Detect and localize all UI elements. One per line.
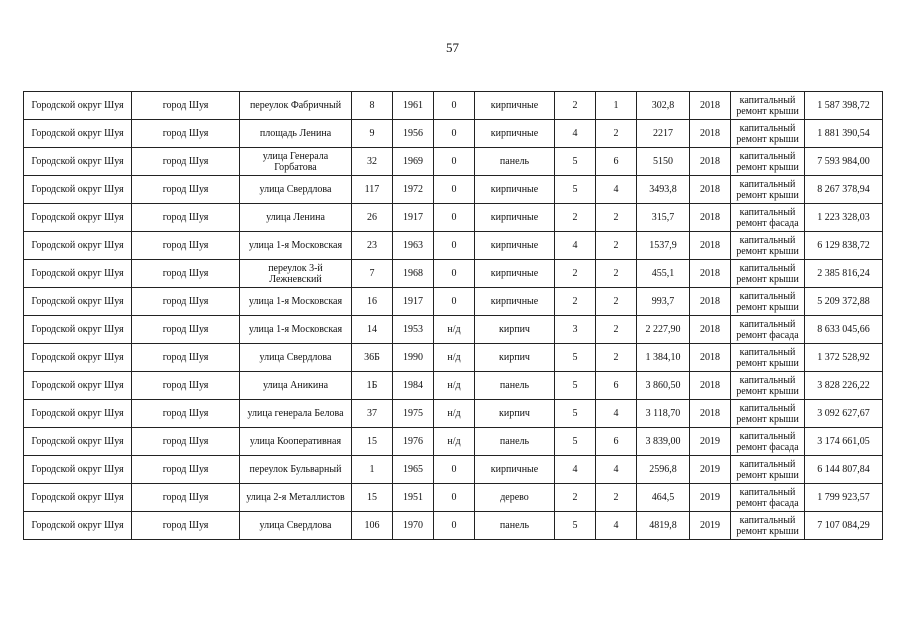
deterioration-cell: 0 <box>434 148 475 176</box>
city-cell: город Шуя <box>132 232 240 260</box>
table-row <box>24 120 883 148</box>
district-cell: Городской округ Шуя <box>24 400 132 428</box>
year-built-cell: 1970 <box>393 512 434 540</box>
house-number-cell: 23 <box>352 232 393 260</box>
year-built-cell: 1963 <box>393 232 434 260</box>
deterioration-cell: н/д <box>434 344 475 372</box>
house-number-cell: 16 <box>352 288 393 316</box>
floors-cell: 4 <box>555 456 596 484</box>
repair-year-cell: 2018 <box>690 344 731 372</box>
city-cell: город Шуя <box>132 316 240 344</box>
repair-year-cell: 2019 <box>690 456 731 484</box>
wall-material-cell: кирпич <box>475 400 555 428</box>
table-row <box>24 92 883 120</box>
street-cell: переулок Фабричный <box>240 92 352 120</box>
area-cell: 2596,8 <box>637 456 690 484</box>
repair-year-cell: 2019 <box>690 512 731 540</box>
area-cell: 993,7 <box>637 288 690 316</box>
entrances-cell: 6 <box>596 148 637 176</box>
entrances-cell: 2 <box>596 120 637 148</box>
wall-material-cell: кирпичные <box>475 204 555 232</box>
district-cell: Городской округ Шуя <box>24 372 132 400</box>
city-cell: город Шуя <box>132 260 240 288</box>
city-cell: город Шуя <box>132 484 240 512</box>
house-number-cell: 15 <box>352 428 393 456</box>
table-row <box>24 204 883 232</box>
area-cell: 3 118,70 <box>637 400 690 428</box>
area-cell: 315,7 <box>637 204 690 232</box>
floors-cell: 5 <box>555 344 596 372</box>
table-row <box>24 316 883 344</box>
deterioration-cell: 0 <box>434 484 475 512</box>
year-built-cell: 1951 <box>393 484 434 512</box>
year-built-cell: 1972 <box>393 176 434 204</box>
wall-material-cell: панель <box>475 428 555 456</box>
district-cell: Городской округ Шуя <box>24 148 132 176</box>
deterioration-cell: 0 <box>434 456 475 484</box>
wall-material-cell: кирпичные <box>475 456 555 484</box>
entrances-cell: 4 <box>596 400 637 428</box>
table-row <box>24 288 883 316</box>
floors-cell: 5 <box>555 372 596 400</box>
floors-cell: 5 <box>555 148 596 176</box>
entrances-cell: 2 <box>596 484 637 512</box>
deterioration-cell: 0 <box>434 260 475 288</box>
page-number: 57 <box>446 40 459 55</box>
entrances-cell: 2 <box>596 204 637 232</box>
city-cell: город Шуя <box>132 148 240 176</box>
city-cell: город Шуя <box>132 204 240 232</box>
area-cell: 302,8 <box>637 92 690 120</box>
deterioration-cell: н/д <box>434 428 475 456</box>
wall-material-cell: панель <box>475 512 555 540</box>
entrances-cell: 2 <box>596 260 637 288</box>
area-cell: 2217 <box>637 120 690 148</box>
year-built-cell: 1976 <box>393 428 434 456</box>
street-cell: улица Свердлова <box>240 344 352 372</box>
year-built-cell: 1917 <box>393 288 434 316</box>
street-cell: улица 1-я Московская <box>240 288 352 316</box>
table-row <box>24 176 883 204</box>
wall-material-cell: кирпичные <box>475 120 555 148</box>
floors-cell: 4 <box>555 232 596 260</box>
street-cell: переулок 3-й Лежневский <box>240 260 352 288</box>
year-built-cell: 1975 <box>393 400 434 428</box>
area-cell: 3493,8 <box>637 176 690 204</box>
repair-year-cell: 2018 <box>690 148 731 176</box>
work-type-cell: капитальный ремонт крыши <box>731 148 805 176</box>
floors-cell: 5 <box>555 176 596 204</box>
city-cell: город Шуя <box>132 456 240 484</box>
work-type-cell: капитальный ремонт крыши <box>731 260 805 288</box>
house-number-cell: 37 <box>352 400 393 428</box>
area-cell: 5150 <box>637 148 690 176</box>
area-cell: 2 227,90 <box>637 316 690 344</box>
cost-cell: 3 174 661,05 <box>805 428 883 456</box>
work-type-cell: капитальный ремонт крыши <box>731 344 805 372</box>
work-type-cell: капитальный ремонт крыши <box>731 456 805 484</box>
district-cell: Городской округ Шуя <box>24 120 132 148</box>
house-number-cell: 106 <box>352 512 393 540</box>
cost-cell: 6 144 807,84 <box>805 456 883 484</box>
floors-cell: 2 <box>555 204 596 232</box>
repair-register-table <box>23 91 883 540</box>
work-type-cell: капитальный ремонт крыши <box>731 92 805 120</box>
cost-cell: 5 209 372,88 <box>805 288 883 316</box>
table-row <box>24 260 883 288</box>
cost-cell: 3 828 226,22 <box>805 372 883 400</box>
house-number-cell: 26 <box>352 204 393 232</box>
entrances-cell: 2 <box>596 344 637 372</box>
street-cell: улица 2-я Металлистов <box>240 484 352 512</box>
deterioration-cell: н/д <box>434 316 475 344</box>
district-cell: Городской округ Шуя <box>24 344 132 372</box>
cost-cell: 2 385 816,24 <box>805 260 883 288</box>
wall-material-cell: дерево <box>475 484 555 512</box>
year-built-cell: 1956 <box>393 120 434 148</box>
entrances-cell: 6 <box>596 372 637 400</box>
year-built-cell: 1969 <box>393 148 434 176</box>
repair-year-cell: 2018 <box>690 316 731 344</box>
district-cell: Городской округ Шуя <box>24 204 132 232</box>
floors-cell: 2 <box>555 288 596 316</box>
repair-year-cell: 2018 <box>690 372 731 400</box>
work-type-cell: капитальный ремонт крыши <box>731 288 805 316</box>
table-row <box>24 512 883 540</box>
cost-cell: 7 107 084,29 <box>805 512 883 540</box>
entrances-cell: 6 <box>596 428 637 456</box>
city-cell: город Шуя <box>132 512 240 540</box>
table-row <box>24 400 883 428</box>
district-cell: Городской округ Шуя <box>24 484 132 512</box>
floors-cell: 4 <box>555 120 596 148</box>
cost-cell: 7 593 984,00 <box>805 148 883 176</box>
floors-cell: 3 <box>555 316 596 344</box>
work-type-cell: капитальный ремонт крыши <box>731 512 805 540</box>
city-cell: город Шуя <box>132 120 240 148</box>
floors-cell: 2 <box>555 92 596 120</box>
repair-year-cell: 2019 <box>690 484 731 512</box>
deterioration-cell: 0 <box>434 512 475 540</box>
street-cell: улица 1-я Московская <box>240 316 352 344</box>
wall-material-cell: кирпичные <box>475 232 555 260</box>
wall-material-cell: кирпичные <box>475 288 555 316</box>
entrances-cell: 2 <box>596 316 637 344</box>
deterioration-cell: 0 <box>434 92 475 120</box>
deterioration-cell: 0 <box>434 120 475 148</box>
work-type-cell: капитальный ремонт крыши <box>731 176 805 204</box>
floors-cell: 5 <box>555 400 596 428</box>
street-cell: улица Кооперативная <box>240 428 352 456</box>
repair-year-cell: 2018 <box>690 400 731 428</box>
street-cell: переулок Бульварный <box>240 456 352 484</box>
cost-cell: 1 223 328,03 <box>805 204 883 232</box>
street-cell: улица 1-я Московская <box>240 232 352 260</box>
floors-cell: 5 <box>555 428 596 456</box>
area-cell: 464,5 <box>637 484 690 512</box>
house-number-cell: 32 <box>352 148 393 176</box>
deterioration-cell: 0 <box>434 204 475 232</box>
table-row <box>24 148 883 176</box>
street-cell: улица Генерала Горбатова <box>240 148 352 176</box>
cost-cell: 1 587 398,72 <box>805 92 883 120</box>
wall-material-cell: панель <box>475 372 555 400</box>
district-cell: Городской округ Шуя <box>24 512 132 540</box>
street-cell: площадь Ленина <box>240 120 352 148</box>
year-built-cell: 1917 <box>393 204 434 232</box>
street-cell: улица генерала Белова <box>240 400 352 428</box>
year-built-cell: 1953 <box>393 316 434 344</box>
wall-material-cell: кирпич <box>475 316 555 344</box>
year-built-cell: 1968 <box>393 260 434 288</box>
repair-year-cell: 2018 <box>690 288 731 316</box>
city-cell: город Шуя <box>132 428 240 456</box>
work-type-cell: капитальный ремонт фасада <box>731 484 805 512</box>
street-cell: улица Ленина <box>240 204 352 232</box>
city-cell: город Шуя <box>132 372 240 400</box>
district-cell: Городской округ Шуя <box>24 176 132 204</box>
deterioration-cell: н/д <box>434 372 475 400</box>
house-number-cell: 15 <box>352 484 393 512</box>
entrances-cell: 2 <box>596 288 637 316</box>
entrances-cell: 2 <box>596 232 637 260</box>
table-row <box>24 456 883 484</box>
repair-year-cell: 2019 <box>690 428 731 456</box>
repair-year-cell: 2018 <box>690 232 731 260</box>
table-row <box>24 344 883 372</box>
repair-year-cell: 2018 <box>690 260 731 288</box>
street-cell: улица Аникина <box>240 372 352 400</box>
cost-cell: 8 267 378,94 <box>805 176 883 204</box>
table-row <box>24 372 883 400</box>
district-cell: Городской округ Шуя <box>24 260 132 288</box>
repair-year-cell: 2018 <box>690 92 731 120</box>
district-cell: Городской округ Шуя <box>24 428 132 456</box>
street-cell: улица Свердлова <box>240 176 352 204</box>
work-type-cell: капитальный ремонт крыши <box>731 372 805 400</box>
table-row <box>24 428 883 456</box>
district-cell: Городской округ Шуя <box>24 288 132 316</box>
district-cell: Городской округ Шуя <box>24 232 132 260</box>
cost-cell: 1 881 390,54 <box>805 120 883 148</box>
wall-material-cell: кирпичные <box>475 176 555 204</box>
area-cell: 1537,9 <box>637 232 690 260</box>
deterioration-cell: н/д <box>434 400 475 428</box>
floors-cell: 2 <box>555 484 596 512</box>
entrances-cell: 4 <box>596 512 637 540</box>
district-cell: Городской округ Шуя <box>24 316 132 344</box>
year-built-cell: 1984 <box>393 372 434 400</box>
deterioration-cell: 0 <box>434 176 475 204</box>
repair-year-cell: 2018 <box>690 176 731 204</box>
cost-cell: 3 092 627,67 <box>805 400 883 428</box>
work-type-cell: капитальный ремонт крыши <box>731 232 805 260</box>
house-number-cell: 36Б <box>352 344 393 372</box>
deterioration-cell: 0 <box>434 232 475 260</box>
work-type-cell: капитальный ремонт крыши <box>731 400 805 428</box>
area-cell: 3 839,00 <box>637 428 690 456</box>
street-cell: улица Свердлова <box>240 512 352 540</box>
table-body <box>24 92 883 540</box>
district-cell: Городской округ Шуя <box>24 92 132 120</box>
wall-material-cell: кирпичные <box>475 92 555 120</box>
year-built-cell: 1965 <box>393 456 434 484</box>
entrances-cell: 4 <box>596 456 637 484</box>
floors-cell: 5 <box>555 512 596 540</box>
house-number-cell: 7 <box>352 260 393 288</box>
table-row <box>24 484 883 512</box>
repair-year-cell: 2018 <box>690 120 731 148</box>
work-type-cell: капитальный ремонт фасада <box>731 316 805 344</box>
area-cell: 1 384,10 <box>637 344 690 372</box>
year-built-cell: 1990 <box>393 344 434 372</box>
floors-cell: 2 <box>555 260 596 288</box>
house-number-cell: 9 <box>352 120 393 148</box>
entrances-cell: 4 <box>596 176 637 204</box>
work-type-cell: капитальный ремонт фасада <box>731 428 805 456</box>
area-cell: 455,1 <box>637 260 690 288</box>
deterioration-cell: 0 <box>434 288 475 316</box>
area-cell: 3 860,50 <box>637 372 690 400</box>
table-row <box>24 232 883 260</box>
city-cell: город Шуя <box>132 400 240 428</box>
repair-year-cell: 2018 <box>690 204 731 232</box>
cost-cell: 1 799 923,57 <box>805 484 883 512</box>
work-type-cell: капитальный ремонт крыши <box>731 120 805 148</box>
area-cell: 4819,8 <box>637 512 690 540</box>
house-number-cell: 1Б <box>352 372 393 400</box>
city-cell: город Шуя <box>132 288 240 316</box>
district-cell: Городской округ Шуя <box>24 456 132 484</box>
city-cell: город Шуя <box>132 92 240 120</box>
house-number-cell: 1 <box>352 456 393 484</box>
house-number-cell: 117 <box>352 176 393 204</box>
cost-cell: 1 372 528,92 <box>805 344 883 372</box>
cost-cell: 8 633 045,66 <box>805 316 883 344</box>
city-cell: город Шуя <box>132 344 240 372</box>
house-number-cell: 14 <box>352 316 393 344</box>
city-cell: город Шуя <box>132 176 240 204</box>
entrances-cell: 1 <box>596 92 637 120</box>
wall-material-cell: кирпич <box>475 344 555 372</box>
wall-material-cell: панель <box>475 148 555 176</box>
cost-cell: 6 129 838,72 <box>805 232 883 260</box>
wall-material-cell: кирпичные <box>475 260 555 288</box>
year-built-cell: 1961 <box>393 92 434 120</box>
work-type-cell: капитальный ремонт фасада <box>731 204 805 232</box>
house-number-cell: 8 <box>352 92 393 120</box>
